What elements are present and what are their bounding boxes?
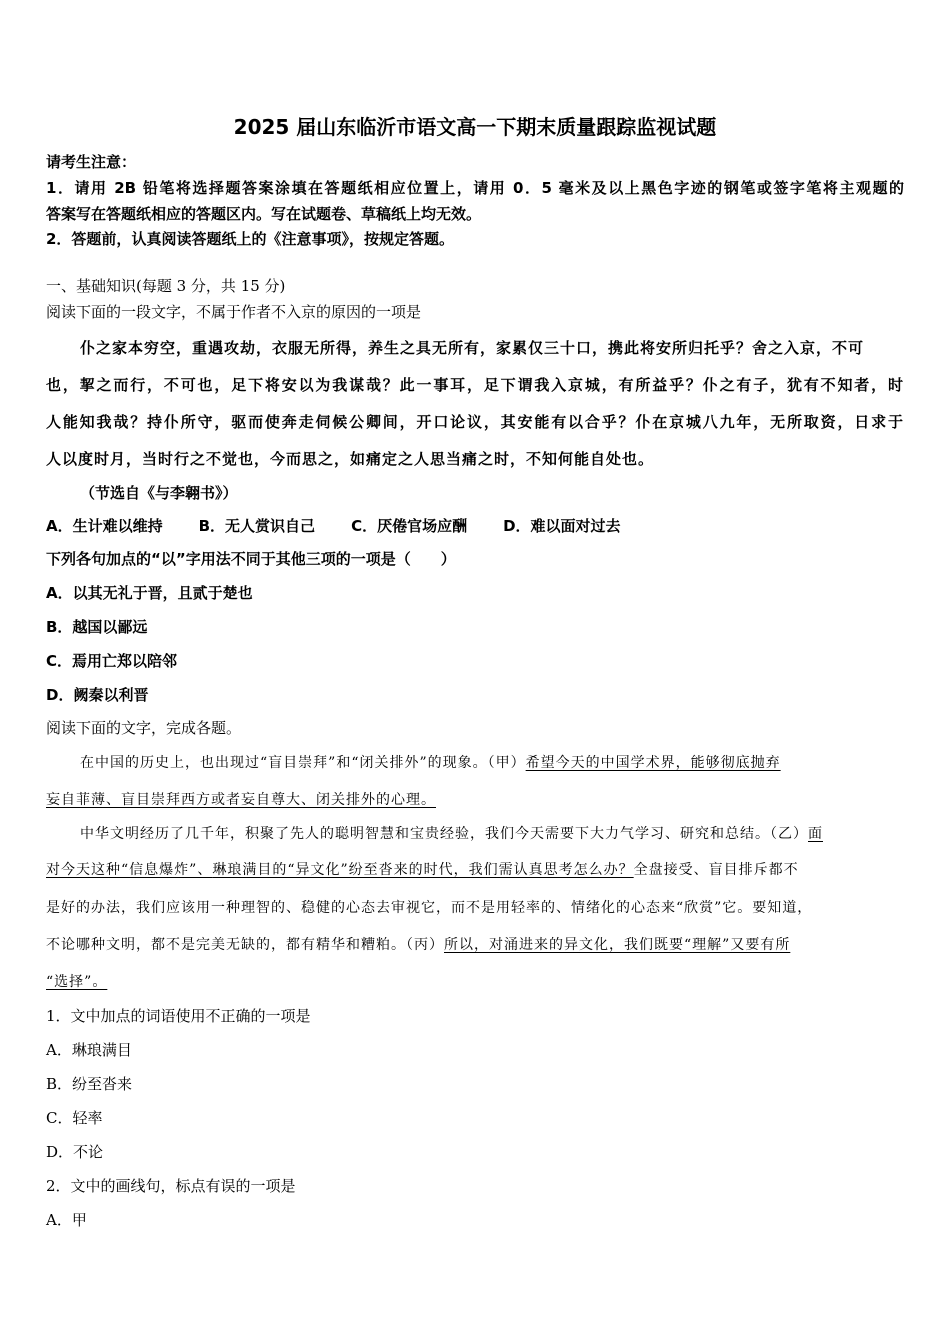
q1-options bbox=[46, 516, 657, 536]
notice-item-1: 1．请用 2B 铅笔将选择题答案涂填在答题纸相应位置上，请用 0．5 毫米及以上黑色字迹的钢笔或签字笔将主观题的 bbox=[46, 179, 904, 197]
q2-option-c[interactable]: C．焉用亡郑以陪邻 bbox=[46, 652, 178, 670]
q3-underline-yi-cont: 琳琅满目的“异文化”纷至沓来的时代，我们需认真思考怎么办？ bbox=[212, 862, 634, 878]
notice-heading: 请考生注意： bbox=[46, 153, 137, 171]
notice-item-1-cont: 答案写在答题纸相应的答题区内。写在试题卷、草稿纸上均无效。 bbox=[46, 205, 482, 223]
q1-option-c[interactable]: C．厌倦官场应酬 bbox=[351, 517, 468, 535]
q2-stem: 下列各句加点的“以”字用法不同于其他三项的一项是（ ） bbox=[46, 550, 456, 568]
q3-passage-p2 bbox=[80, 824, 823, 844]
q3-sub2-option-a[interactable]: A．甲 bbox=[46, 1211, 87, 1229]
q3-sub1-option-d[interactable]: D．不论 bbox=[46, 1143, 104, 1161]
q3-sub1-option-b[interactable]: B．纷至沓来 bbox=[46, 1075, 133, 1093]
q3-underline-bing: 所以，对涌进来的异文化，我们既要“理解”又要有所 bbox=[444, 937, 791, 953]
q1-option-a[interactable]: A．生计难以维持 bbox=[46, 517, 163, 535]
q1-passage-line: 也，挈之而行，不可也，足下将安以为我谋哉？此一事耳，足下谓我入京城，有所益乎？仆之有子，犹有不知者，时 bbox=[46, 376, 904, 394]
q3-p2-text: 不论哪种文明，都不是完美无缺的，都有精华和糟粕。（丙） bbox=[46, 937, 444, 953]
section-heading: 一、基础知识(每题 3 分，共 15 分) bbox=[46, 277, 286, 295]
q1-option-b[interactable]: B．无人赏识自己 bbox=[198, 517, 316, 535]
q3-underline-yi: 面 bbox=[808, 826, 823, 842]
q1-passage-line: 仆之家本穷空，重遇攻劫，衣服无所得，养生之具无所有，家累仅三十口，携此将安所归托乎？舍之入京，不可 bbox=[80, 339, 865, 357]
q3-underline-jia: 希望今天的中国学术界，能够彻底抛弃 bbox=[525, 755, 781, 771]
q3-sub1-option-a[interactable]: A．琳琅满目 bbox=[46, 1041, 132, 1059]
q3-passage-p1 bbox=[80, 753, 781, 773]
q3-intro: 阅读下面的文字，完成各题。 bbox=[46, 719, 242, 737]
q3-underline-yi-cont: 对今天这种“信息爆炸”、 bbox=[46, 862, 213, 878]
q3-passage-p2-line bbox=[46, 935, 790, 955]
q3-sub1-option-c[interactable]: C．轻率 bbox=[46, 1109, 103, 1127]
q3-p1-text: 在中国的历史上，也出现过“盲目崇拜”和“闭关排外”的现象。（甲） bbox=[80, 755, 526, 771]
q1-passage-line: 人以度时月，当时行之不觉也，今而思之，如痛定之人思当痛之时，不知何能自处也。 bbox=[46, 450, 655, 468]
q3-underline-bing-cont: “选择”。 bbox=[46, 974, 108, 990]
notice-item-2: 2．答题前，认真阅读答题纸上的《注意事项》，按规定答题。 bbox=[46, 230, 454, 248]
q2-option-b[interactable]: B．越国以鄙远 bbox=[46, 618, 148, 636]
q1-passage-line: 人能知我哉？持仆所守，驱而使奔走伺候公卿间，开口论议，其安能有以合乎？仆在京城八九年，无所取资，日求于 bbox=[46, 413, 904, 431]
q3-passage-p2-line: 是好的办法，我们应该用一种理智的、稳健的心态去审视它，而不是用轻率的、情绪化的心态来“欣赏”它。要知道， bbox=[46, 900, 813, 916]
q2-option-d[interactable]: D．阙秦以利晋 bbox=[46, 686, 149, 704]
q1-stem: 阅读下面的一段文字，不属于作者不入京的原因的一项是 bbox=[46, 303, 422, 321]
q2-option-a[interactable]: A．以其无礼于晋，且贰于楚也 bbox=[46, 584, 253, 602]
q1-source: （节选自《与李翱书》） bbox=[80, 484, 238, 502]
page-title: 2025 届山东临沂市语文高一下期末质量跟踪监视试题 bbox=[233, 115, 717, 139]
q3-p2-text: 全盘接受、盲目排斥都不 bbox=[633, 862, 799, 878]
q3-underline-jia-cont: 妄自菲薄、盲目崇拜西方或者妄自尊大、闭关排外的心理。 bbox=[46, 792, 436, 808]
q3-p2-text: 中华文明经历了几千年，积聚了先人的聪明智慧和宝贵经验，我们今天需要下大力气学习、研究和总结。（乙） bbox=[80, 826, 808, 842]
q3-passage-p2-line bbox=[46, 860, 799, 880]
q3-sub1-stem: 1．文中加点的词语使用不正确的一项是 bbox=[46, 1007, 311, 1025]
q3-sub2-stem: 2．文中的画线句，标点有误的一项是 bbox=[46, 1177, 296, 1195]
q1-option-d[interactable]: D．难以面对过去 bbox=[503, 517, 621, 535]
